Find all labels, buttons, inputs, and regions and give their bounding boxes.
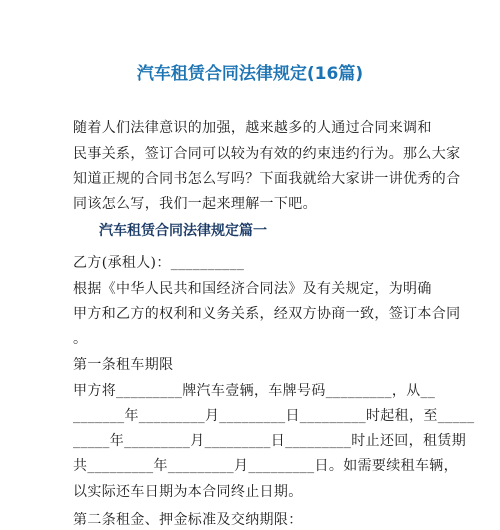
intro-line: 随着人们法律意识的加强，越来越多的人通过合同来调和 [73, 120, 432, 136]
intro-line: 民事关系，签订合同可以较为有效的约束违约行为。那么大家 [73, 146, 461, 162]
intro-line: 知道正规的合同书怎么写吗？下面我就给大家讲一讲优秀的合 [73, 171, 461, 187]
body-line: 甲方将_________牌汽车壹辆，车牌号码_________，从__ [73, 383, 436, 399]
body-line: 共_________年_________月_________日。如需要续租车辆， [73, 458, 458, 474]
body-line: 。 [73, 331, 88, 347]
cutoff-region [0, 508, 500, 528]
body-line: 根据《中华人民共和国经济合同法》及有关规定，为明确 [73, 281, 432, 297]
body-line: 以实际还车日期为本合同终止日期。 [73, 484, 303, 500]
body-line: 乙方(承租人)：__________ [73, 255, 245, 271]
intro-line: 同该怎么写，我们一起来理解一下吧。 [73, 196, 317, 212]
document-title: 汽车租赁合同法律规定(16篇) [136, 64, 364, 84]
article-heading: 第一条租车期限 [73, 357, 174, 373]
article-heading-cutoff: 第二条租金、押金标准及交纳期限： [73, 512, 303, 528]
body-line: 甲方和乙方的权利和义务关系，经双方协商一致，签订本合同 [73, 306, 461, 322]
body-line: _____年_________月_________日_________时止还回，租赁期 [73, 433, 467, 449]
section-heading: 汽车租赁合同法律规定篇一 [99, 223, 267, 239]
body-line: _______年_________月_________日_________时起租，至_____ [73, 408, 475, 424]
